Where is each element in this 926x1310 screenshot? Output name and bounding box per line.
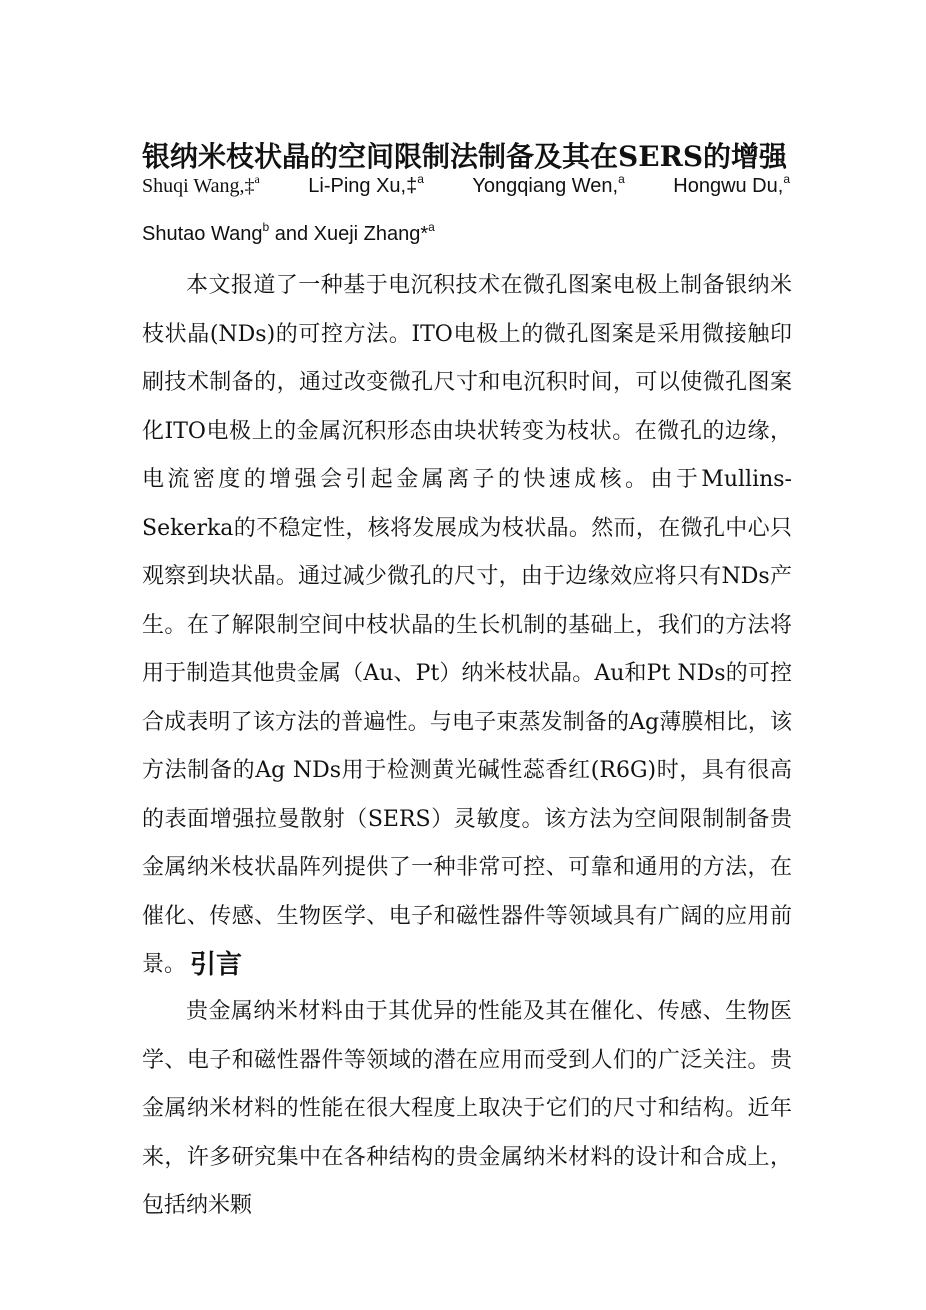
intro-heading: 引言 <box>190 950 243 980</box>
author-2 <box>308 170 424 202</box>
author-3-name: Yongqiang Wen, <box>472 175 619 197</box>
author-connector: and <box>269 223 314 245</box>
author-4-affiliation: a <box>783 172 790 186</box>
author-4 <box>673 170 790 202</box>
author-3-affiliation: a <box>618 172 625 186</box>
paper-title: 银纳米枝状晶的空间限制法制备及其在SERS的增强 <box>142 139 788 173</box>
author-5 <box>142 218 269 250</box>
author-3 <box>472 170 624 202</box>
author-6-affiliation: a <box>428 220 435 234</box>
author-5-name: Shutao Wang <box>142 223 263 245</box>
author-1-name: Shuqi Wang,‡ <box>142 175 255 197</box>
author-6-name: Xueji Zhang* <box>313 223 429 245</box>
abstract-paragraph: 本文报道了一种基于电沉积技术在微孔图案电极上制备银纳米枝状晶(NDs)的可控方法。ITO电极上的微孔图案是采用微接触印刷技术制备的，通过改变微孔尺寸和电沉积时间，可以使微孔图案化ITO电极上的金属沉积形态由块状转变为枝状。在微孔的边缘，电流密度的增强会引起金属离子的快速成核。由于Mullins-Sekerka的不稳定性，核将发展成为枝状晶。然而，在微孔中心只观察到块状晶。通过减少微孔的尺寸，由于边缘效应将只有NDs产生。在了解限制空间中枝状晶的生长机制的基础上，我们的方法将用于制造其他贵金属（Au、Pt）纳米枝状晶。Au和Pt NDs的可控合成表明了该方法的普遍性。与电子束蒸发制备的Ag薄膜相比，该方法制备的Ag NDs用于检测黄光碱性蕊香红(R6G)时，具有很高的表面增强拉曼散射（SERS）灵敏度。该方法为空间限制制备贵金属纳米枝状晶阵列提供了一种非常可控、可靠和通用的方法，在催化、传感、生物医学、电子和磁性器件等领域具有广阔的应用前景。 <box>142 273 792 977</box>
author-5-affiliation: b <box>262 220 270 234</box>
author-4-name: Hongwu Du, <box>673 175 784 197</box>
author-2-name: Li-Ping Xu,‡ <box>308 175 418 197</box>
author-2-affiliation: a <box>417 172 424 186</box>
author-6 <box>314 218 435 250</box>
author-list-line-1 <box>142 170 790 202</box>
author-list-line-2 <box>142 218 792 250</box>
author-1 <box>142 170 260 202</box>
intro-paragraph: 贵金属纳米材料由于其优异的性能及其在催化、传感、生物医学、电子和磁性器件等领域的潜在应用而受到人们的广泛关注。贵金属纳米材料的性能在很大程度上取决于它们的尺寸和结构。近年来，许多研究集中在各种结构的贵金属纳米材料的设计和合成上，包括纳米颗 <box>142 999 792 1218</box>
author-1-affiliation: a <box>254 172 260 186</box>
